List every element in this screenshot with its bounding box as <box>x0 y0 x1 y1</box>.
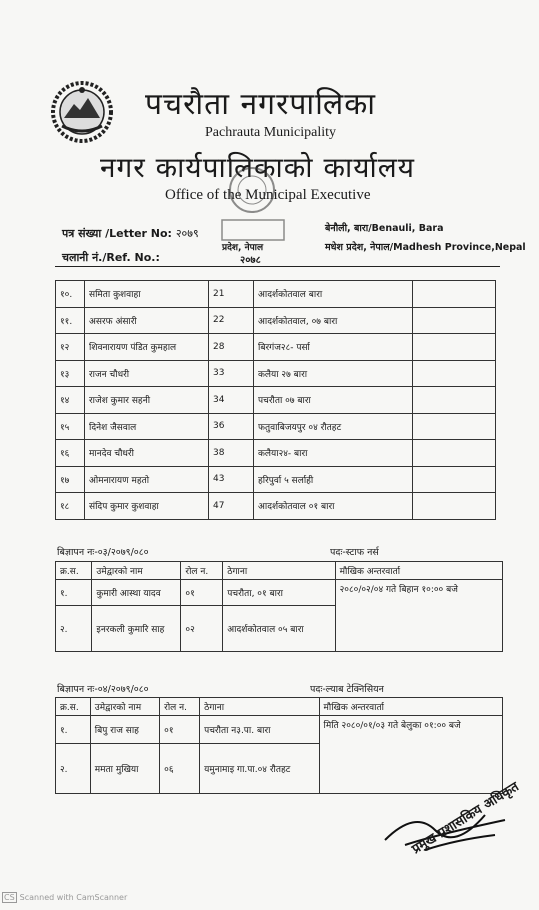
table-cell: २. <box>56 744 91 794</box>
column-header: रोल न. <box>181 562 223 580</box>
table-cell: पचरौता न३.पा. बारा <box>200 716 319 744</box>
table-cell: १७ <box>56 466 85 493</box>
table-cell: शिवनारायण पंडित कुमहाल <box>85 334 209 361</box>
column-header: ठेगाना <box>223 562 335 580</box>
column-header: उमेद्वारको नाम <box>92 562 181 580</box>
advert-number-lab-tech: बिज्ञापन नः-०४/२०७९/०८० <box>57 684 149 695</box>
table-row <box>56 334 496 361</box>
table-cell: ०१ <box>160 716 200 744</box>
interview-time: मिति २०८०/०१/०३ गते बेलुका ०१:०० बजे <box>319 716 503 794</box>
empty-cell <box>413 440 496 467</box>
empty-cell <box>413 387 496 414</box>
column-header: क्र.स. <box>56 698 91 716</box>
table-cell: आदर्शकोतवाल, ०७ बारा <box>254 307 413 334</box>
empty-cell <box>413 281 496 308</box>
empty-cell <box>413 334 496 361</box>
table-cell: इनरकली कुमारि साह <box>92 606 181 652</box>
table-cell: फतुवाबिजयपुर ०४ रौतहट <box>254 413 413 440</box>
table-cell: ०१ <box>181 580 223 606</box>
table-cell: दिनेश जैसवाल <box>85 413 209 440</box>
table-cell: कलैया २७ बारा <box>254 360 413 387</box>
stamp-year: २०७८ <box>240 255 261 266</box>
table-row <box>56 387 496 414</box>
column-header: उमेद्वारको नाम <box>90 698 159 716</box>
post-lab-tech: पदः-ल्याब टेक्निसियन <box>310 684 384 695</box>
table-cell: कलैया२४- बारा <box>254 440 413 467</box>
municipality-title-en: Pachrauta Municipality <box>205 125 337 140</box>
table-cell: आदर्शकोतवाल बारा <box>254 281 413 308</box>
advert-number-staff-nurse: बिज्ञापन नः-०३/२०७९/०८० <box>57 547 149 558</box>
address-line-2: मधेश प्रदेश, नेपाल/Madhesh Province,Nepal <box>325 242 526 253</box>
empty-cell <box>413 466 496 493</box>
table-cell: १३ <box>56 360 85 387</box>
empty-cell <box>413 360 496 387</box>
stamp-text: प्रदेश, नेपाल <box>222 243 264 253</box>
table-cell: १४ <box>56 387 85 414</box>
table-cell: 43 <box>209 466 254 493</box>
table-row <box>56 360 496 387</box>
table-cell: १२ <box>56 334 85 361</box>
table-cell: 36 <box>209 413 254 440</box>
table-cell: १८ <box>56 493 85 520</box>
table-cell: 22 <box>209 307 254 334</box>
table-cell: असरफ अंसारी <box>85 307 209 334</box>
table-cell: पचरौता, ०१ बारा <box>223 580 335 606</box>
table-cell: २. <box>56 606 92 652</box>
table-cell: कुमारी आस्था यादव <box>92 580 181 606</box>
table-cell: ०२ <box>181 606 223 652</box>
table-cell: 21 <box>209 281 254 308</box>
table-cell: मानदेव चौधरी <box>85 440 209 467</box>
table-cell: आदर्शकोतवाल ०१ बारा <box>254 493 413 520</box>
office-title-ne: नगर कार्यपालिकाको कार्यालय <box>100 151 415 184</box>
table-row <box>56 413 496 440</box>
table-cell: समिता कुशवाहा <box>85 281 209 308</box>
table-cell: 47 <box>209 493 254 520</box>
column-header: ठेगाना <box>200 698 319 716</box>
letter-no: पत्र संख्या /Letter No: २०७९ <box>62 227 199 240</box>
column-header: मौखिक अन्तरवार्ता <box>335 562 502 580</box>
table-cell: पचरौता ०७ बारा <box>254 387 413 414</box>
office-title-en: Office of the Municipal Executive <box>165 187 371 203</box>
table-cell: 38 <box>209 440 254 467</box>
table-cell: बिपु राज साह <box>90 716 159 744</box>
address-line-1: बेनौली, बारा/Benauli, Bara <box>325 223 444 234</box>
table-cell: ओमनारायण महतो <box>85 466 209 493</box>
post-staff-nurse: पदः-स्टाफ नर्स <box>330 547 379 558</box>
table-cell: ममता मुखिया <box>90 744 159 794</box>
candidates-table-continued <box>55 280 496 520</box>
empty-cell <box>413 413 496 440</box>
table-row <box>56 281 496 308</box>
table-cell: आदर्शकोतवाल ०५ बारा <box>223 606 335 652</box>
empty-cell <box>413 307 496 334</box>
table-cell: हरिपुर्वा ५ सर्लाही <box>254 466 413 493</box>
table-cell: संदिप कुमार कुशवाहा <box>85 493 209 520</box>
table-cell: राजन चौधरी <box>85 360 209 387</box>
empty-cell <box>413 493 496 520</box>
column-header: क्र.स. <box>56 562 92 580</box>
table-cell: 33 <box>209 360 254 387</box>
column-header: रोल न. <box>160 698 200 716</box>
municipality-title-ne: पचरौता नगरपालिका <box>145 87 377 122</box>
table-cell: राजेश कुमार सहनी <box>85 387 209 414</box>
table-cell: 34 <box>209 387 254 414</box>
table-cell: १५ <box>56 413 85 440</box>
table-cell: १. <box>56 580 92 606</box>
table-cell: ११. <box>56 307 85 334</box>
table-cell: यमुनामाइ गा.पा.०४ रौतहट <box>200 744 319 794</box>
column-header: मौखिक अन्तरवार्ता <box>319 698 503 716</box>
staff-nurse-table <box>55 561 503 652</box>
table-cell: १. <box>56 716 91 744</box>
table-cell: १०. <box>56 281 85 308</box>
ref-no: चलानी नं./Ref. No.: <box>62 251 160 264</box>
table-row <box>56 307 496 334</box>
table-row <box>56 493 496 520</box>
table-cell: ०६ <box>160 744 200 794</box>
table-cell: बिरगंज२८- पर्सा <box>254 334 413 361</box>
interview-time: २०८०/०२/०४ गते बिहान १०:०० बजे <box>335 580 502 652</box>
table-row <box>56 466 496 493</box>
table-cell: 28 <box>209 334 254 361</box>
handwritten-signature <box>365 800 515 890</box>
table-row <box>56 440 496 467</box>
scanner-watermark: CS Scanned with CamScanner <box>4 893 128 902</box>
nepal-emblem-icon <box>50 80 114 144</box>
table-cell: १६ <box>56 440 85 467</box>
signatory-title: प्रमुख प्रशासकिय अधिकृत <box>409 779 522 858</box>
header-divider <box>55 266 500 267</box>
lab-technician-table <box>55 697 503 794</box>
